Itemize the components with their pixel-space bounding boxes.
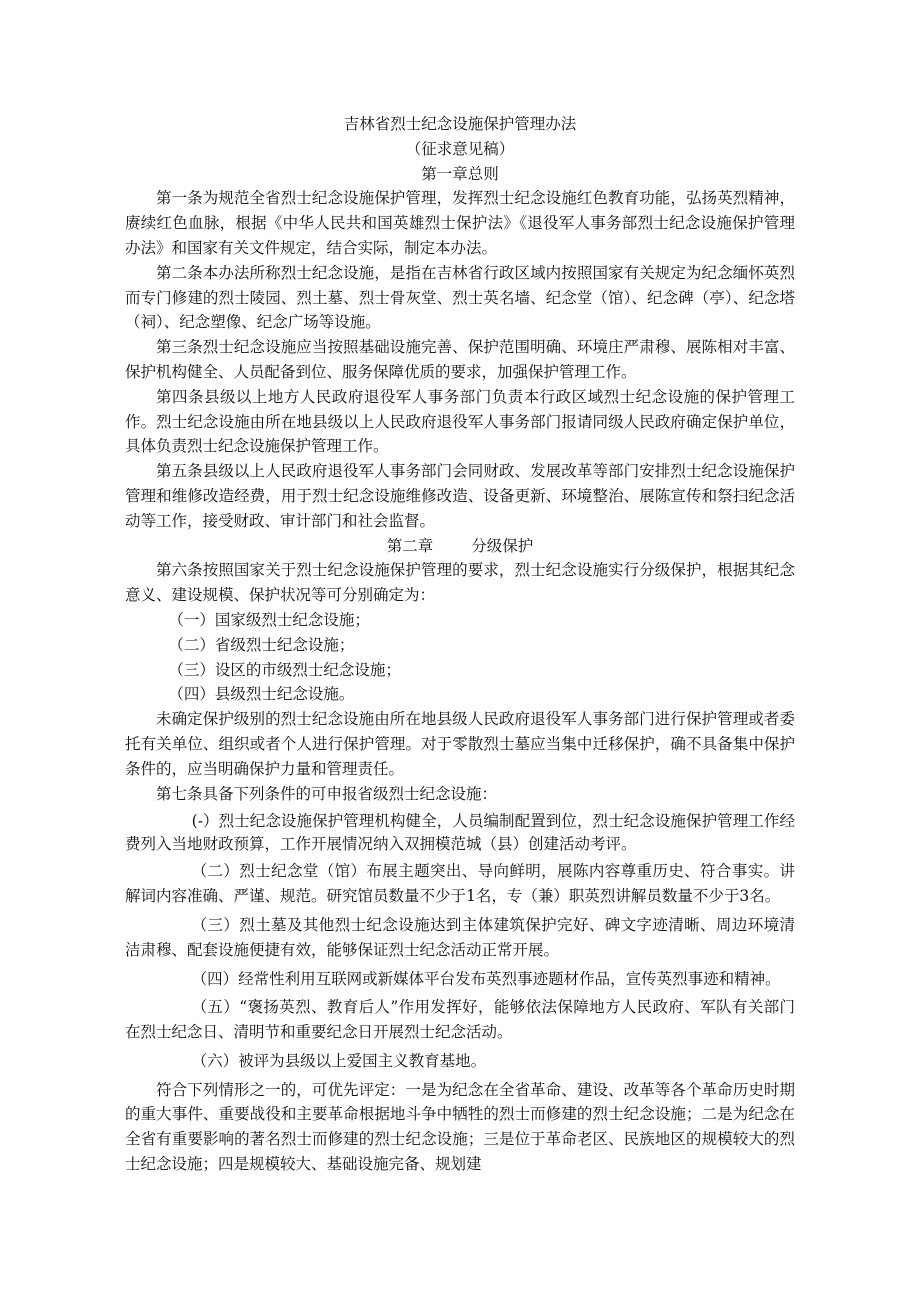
document-subtitle: （征求意见稿）	[405, 139, 515, 158]
priority-paragraph: 符合下列情形之一的，可优先评定：一是为纪念在全省革命、建设、改革等各个革命历史时期的重大事件、重要战役和主要革命根据地斗争中牺牲的烈士而修建的烈士纪念设施；二是为纪念在全省有重要影响的著名烈士而修建的烈士纪念设施；三是位于革命老区、民族地区的规模较大的烈士纪念设施；四是规模较大、基础设施完备、规划建	[125, 1080, 795, 1174]
condition-item: (-）烈士纪念设施保护管理机构健全，人员编制配置到位，烈士纪念设施保护管理工作经费列入当地财政预算，工作开展情况纳入双拥模范城（县）创建活动考评。	[125, 812, 795, 853]
condition-item: （五）“褒扬英烈、教育后人”作用发挥好，能够依法保障地方人民政府、军队有关部门在烈士纪念日、清明节和重要纪念日开展烈士纪念活动。	[125, 998, 795, 1042]
article-6: 第六条按照国家关于烈士纪念设施保护管理的要求，烈士纪念设施实行分级保护，根据其纪念意义、建设规模、保护状况等可分别确定为：	[125, 561, 795, 605]
chapter-2-heading	[125, 534, 795, 559]
article-4: 第四条县级以上地方人民政府退役军人事务部门负责本行政区域烈士纪念设施的保护管理工作。烈士纪念设施由所在地县级以上人民政府退役军人事务部门报请同级人民政府确定保护单位，具体负责烈士纪念设施保护管理工作。	[125, 387, 795, 456]
chapter-1-heading: 第一章总则	[421, 164, 499, 183]
condition-item: （六）被评为县级以上爱国主义教育基地。	[191, 1051, 487, 1070]
condition-item: （四）经常性利用互联网或新媒体平台发布英烈事迹题材作品，宣传英烈事迹和精神。	[191, 969, 781, 988]
article-2: 第二条本办法所称烈士纪念设施，是指在吉林省行政区域内按照国家有关规定为纪念缅怀英烈而专门修建的烈士陵园、烈土墓、烈士骨灰堂、烈士英名墙、纪念堂（馆）、纪念碑（亭）、纪念塔（祠）、纪念塑像、纪念广场等设施。	[125, 263, 795, 332]
article-7: 第七条具备下列条件的可申报省级烈士纪念设施：	[156, 784, 498, 803]
condition-item: （三）烈土墓及其他烈士纪念设施达到主体建筑保护完好、碑文字迹清晰、周边环境清洁肃穆、配套设施便捷有效，能够保证烈士纪念活动正常开展。	[125, 915, 795, 959]
article-6-supplement: 未确定保护级别的烈士纪念设施由所在地县级人民政府退役军人事务部门进行保护管理或者委托有关单位、组织或者个人进行保护管理。对于零散烈士墓应当集中迁移保护，确不具备集中保护条件的，应当明确保护力量和管理责任。	[125, 710, 795, 778]
article-5: 第五条县级以上人民政府退役军人事务部门会同财政、发展改革等部门安排烈士纪念设施保护管理和维修改造经费，用于烈士纪念设施维修改造、设备更新、环境整治、展陈宣传和祭扫纪念活动等工作，接受财政、审计部门和社会监督。	[125, 462, 795, 530]
chapter-2-number: 第二章	[386, 536, 434, 555]
level-item: （三）设区的市级烈士纪念设施；	[168, 660, 401, 679]
document-body	[125, 112, 795, 1177]
article-1: 第一条为规范全省烈士纪念设施保护管理，发挥烈士纪念设施红色教育功能，弘扬英烈精神，赓续红色血脉，根据《中华人民共和国英雄烈士保护法》《退役军人事务部烈士纪念设施保护管理办法》和国家有关文件规定，结合实际，制定本办法。	[125, 189, 795, 257]
condition-item: （二）烈士纪念堂（馆）布展主题突出、导向鲜明，展陈内容尊重历史、符合事实。讲解词内容准确、严谨、规范。研究馆员数量不少于1名，专（兼）职英烈讲解员数量不少于3名。	[125, 862, 795, 906]
level-item: （二）省级烈士纪念设施；	[168, 635, 355, 654]
document-title: 吉林省烈士纪念设施保护管理办法	[343, 115, 577, 133]
article-3: 第三条烈士纪念设施应当按照基础设施完善、保护范围明确、环境庄严肃穆、展陈相对丰富、保护机构健全、人员配备到位、服务保障优质的要求，加强保护管理工作。	[125, 338, 795, 381]
chapter-2-title: 分级保护	[471, 536, 534, 555]
level-item: （一）国家级烈士纪念设施；	[168, 610, 370, 629]
level-item: （四）县级烈士纪念设施。	[168, 685, 355, 704]
